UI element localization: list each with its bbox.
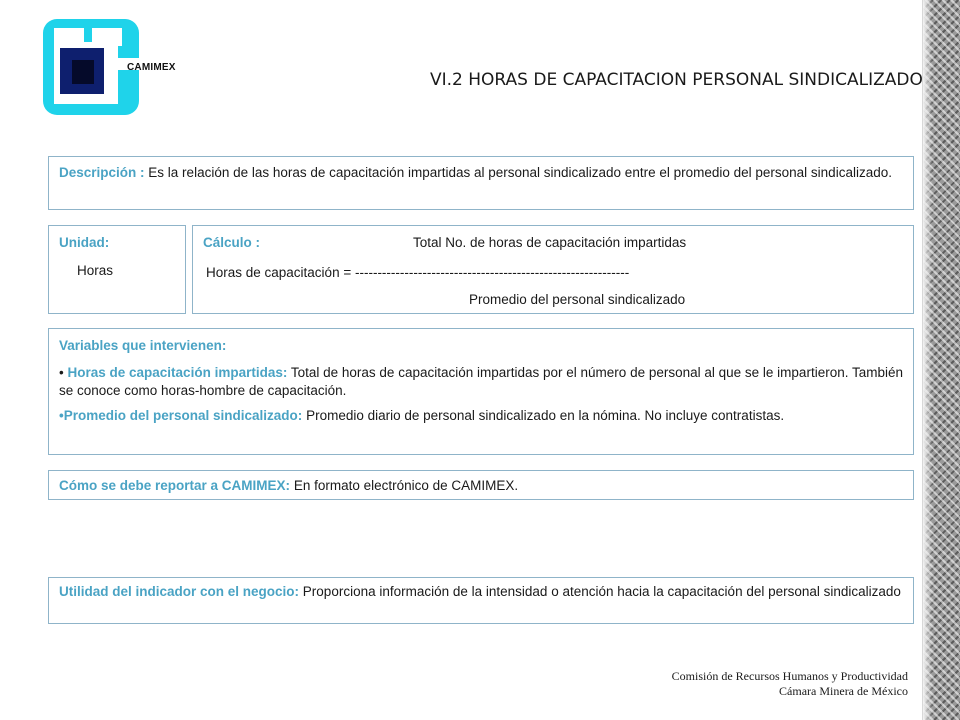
unidad-box [48, 225, 186, 314]
descripcion-text: Es la relación de las horas de capacitación impartidas al personal sindicalizado entre el promedio del personal sindicalizado. [148, 165, 892, 180]
calculo-label: Cálculo : [203, 235, 261, 250]
decorative-side-strip [922, 0, 960, 720]
calculo-numerator: Total No. de horas de capacitación impartidas [413, 235, 687, 250]
utilidad-label: Utilidad del indicador con el negocio: [59, 584, 300, 599]
utilidad-text: Proporciona información de la intensidad o atención hacia la capacitación del personal sindicalizado [302, 584, 901, 599]
logo-text: CAMIMEX [127, 62, 176, 73]
descripcion-box [48, 156, 914, 210]
descripcion-label: Descripción : [59, 165, 145, 180]
variable-item [59, 407, 903, 425]
variable-text: Promedio diario de personal sindicalizado en la nómina. No incluye contratistas. [306, 408, 785, 423]
reportar-text: En formato electrónico de CAMIMEX. [293, 478, 519, 493]
variables-heading: Variables que intervienen: [59, 338, 227, 353]
reportar-box [48, 470, 914, 500]
variable-item [59, 364, 903, 400]
reportar-label: Cómo se debe reportar a CAMIMEX: [59, 478, 291, 493]
calculo-box [192, 225, 914, 314]
unidad-label: Unidad: [59, 235, 110, 250]
utilidad-box [48, 577, 914, 624]
variable-bullet: • [59, 365, 64, 380]
unidad-value: Horas [77, 263, 114, 278]
calculo-denominator: Promedio del personal sindicalizado [469, 292, 686, 307]
camimex-logo-icon [42, 18, 140, 116]
footer-line-1: Comisión de Recursos Humanos y Productividad [671, 669, 908, 683]
footer [672, 669, 908, 699]
variables-box [48, 328, 914, 455]
variable-term: Horas de capacitación impartidas: [67, 365, 288, 380]
footer-line-2: Cámara Minera de México [779, 684, 908, 698]
page-title: VI.2 HORAS DE CAPACITACION PERSONAL SINDICALIZADO [430, 70, 923, 90]
variable-bullet: • [59, 408, 64, 423]
variable-term: Promedio del personal sindicalizado: [63, 408, 303, 423]
calculo-formula: Horas de capacitación = ------------------------------------------------------------- [206, 265, 630, 280]
variable-text: Total de horas de capacitación impartidas por el número de personal al que se le impartieron. También se conoce como horas-hombre de capacitación. [59, 365, 903, 398]
